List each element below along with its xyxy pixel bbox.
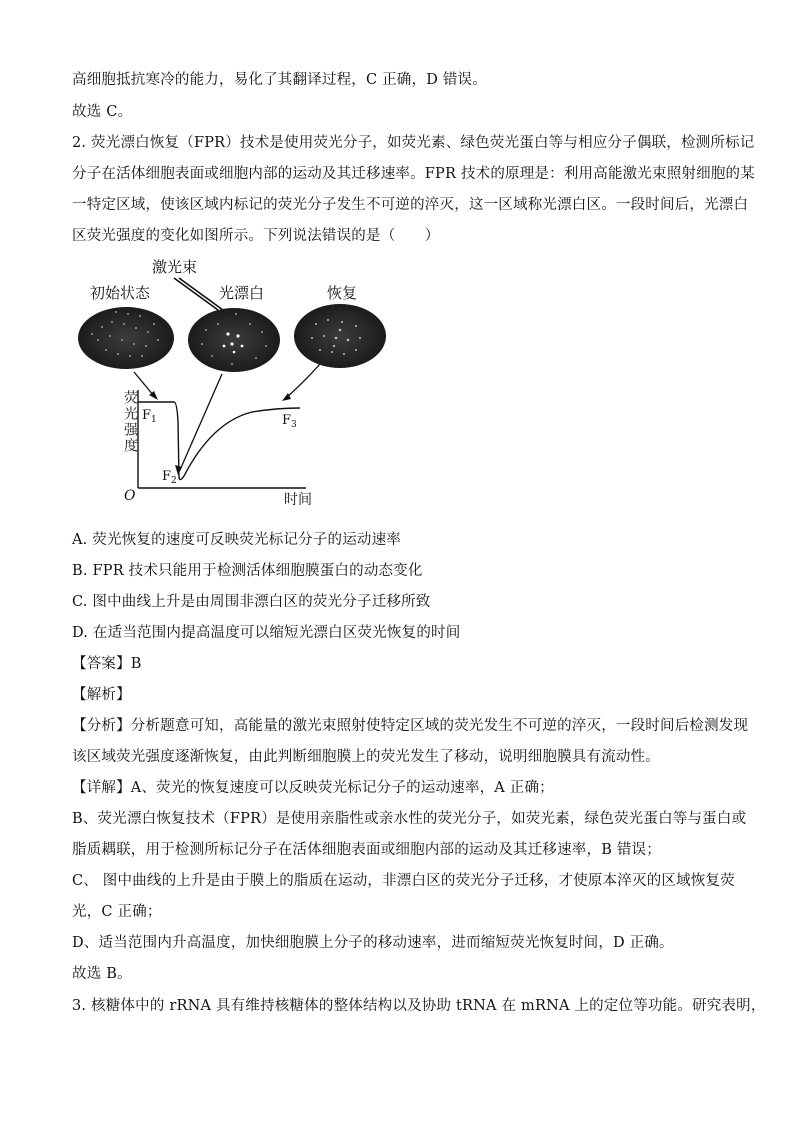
f2-label: $F_2$	[162, 469, 177, 486]
laser-label: 激光束	[152, 258, 198, 276]
question-2-line: 区荧光强度的变化如图所示。下列说法错误的是（ ）	[72, 228, 440, 244]
y-axis-label: 荧光强度	[122, 390, 138, 454]
x-axis-label: 时间	[284, 492, 312, 508]
question-3-line: 3. 核糖体中的 rRNA 具有维持核糖体的整体结构以及协助 tRNA 在 mRNA 上的定位等功能。研究表明，	[72, 998, 766, 1014]
f1-label: $F_1$	[142, 408, 157, 425]
initial-state-label: 初始状态	[90, 284, 151, 302]
fluorescence-curve	[138, 402, 300, 480]
option-c: C. 图中曲线上升是由周围非漂白区的荧光分子迁移所致	[72, 594, 431, 610]
option-b: B. FPR 技术只能用于检测活体细胞膜蛋白的动态变化	[72, 563, 423, 579]
arrow-recovery	[286, 364, 320, 398]
answer-line: 【答案】B	[72, 656, 142, 672]
analysis-line: 【分析】分析题意可知，高能量的激光束照射使特定区域的荧光发生不可逆的淬灭，一段时间后检测发现	[72, 718, 749, 734]
detail-line: 【详解】A、荧光的恢复速度可以反映荧光标记分子的运动速率，A 正确；	[72, 780, 554, 796]
origin-label: O	[124, 488, 136, 504]
recovery-label: 恢复	[327, 284, 358, 302]
detail-line: C、 图中曲线的上升是由于膜上的脂质在运动，非漂白区的荧光分子迁移，才使原本淬灭的区域恢复荧	[72, 873, 735, 889]
question-2-line: 一特定区域，使该区域内标记的荧光分子发生不可逆的淬灭，这一区域称光漂白区。一段时间后，光漂白	[72, 197, 749, 213]
option-a: A. 荧光恢复的速度可反映荧光标记分子的运动速率	[72, 532, 401, 548]
detail-line: 脂质耦联，用于检测所标记分子在活体细胞表面或细胞内部的运动及其迁移速率，B 错误；	[72, 842, 661, 858]
detail-line: B、荧光漂白恢复技术（FPR）是使用亲脂性或亲水性的荧光分子，如荧光素，绿色荧光蛋白等与蛋白或	[72, 811, 747, 827]
detail-line: 光，C 正确；	[72, 904, 162, 920]
analysis-label: 【解析】	[72, 687, 131, 703]
question-2-line: 2. 荧光漂白恢复（FPR）技术是使用荧光分子，如荧光素、绿色荧光蛋白等与相应分子偶联，检测所标记	[72, 135, 755, 151]
f3-label: $F_3$	[282, 413, 297, 430]
cell-recovered	[294, 304, 386, 368]
fpr-figure	[72, 252, 358, 512]
photobleach-label: 光漂白	[219, 284, 265, 302]
laser-beam-line	[179, 278, 223, 310]
text-line: 高细胞抵抗寒冷的能力，易化了其翻译过程，C 正确，D 错误。	[72, 72, 487, 88]
cell-initial	[78, 307, 174, 369]
detail-line: D、适当范围内升高温度，加快细胞膜上分子的移动速率，进而缩短荧光恢复时间，D 正确。	[72, 935, 674, 951]
cell-photobleached	[188, 308, 280, 372]
laser-beam-line	[174, 278, 218, 310]
text-line: 故选 C。	[72, 104, 133, 120]
question-2-line: 分子在活体细胞表面或细胞内部的运动及其迁移速率。FPR 技术的原理是：利用高能激光束照射细胞的某	[72, 166, 755, 182]
option-d: D. 在适当范围内提高温度可以缩短光漂白区荧光恢复的时间	[72, 625, 461, 641]
arrow-photobleach	[180, 374, 222, 470]
analysis-line: 该区域荧光强度逐渐恢复，由此判断细胞膜上的荧光发生了移动，说明细胞膜具有流动性。	[72, 749, 660, 765]
detail-line: 故选 B。	[72, 966, 132, 982]
